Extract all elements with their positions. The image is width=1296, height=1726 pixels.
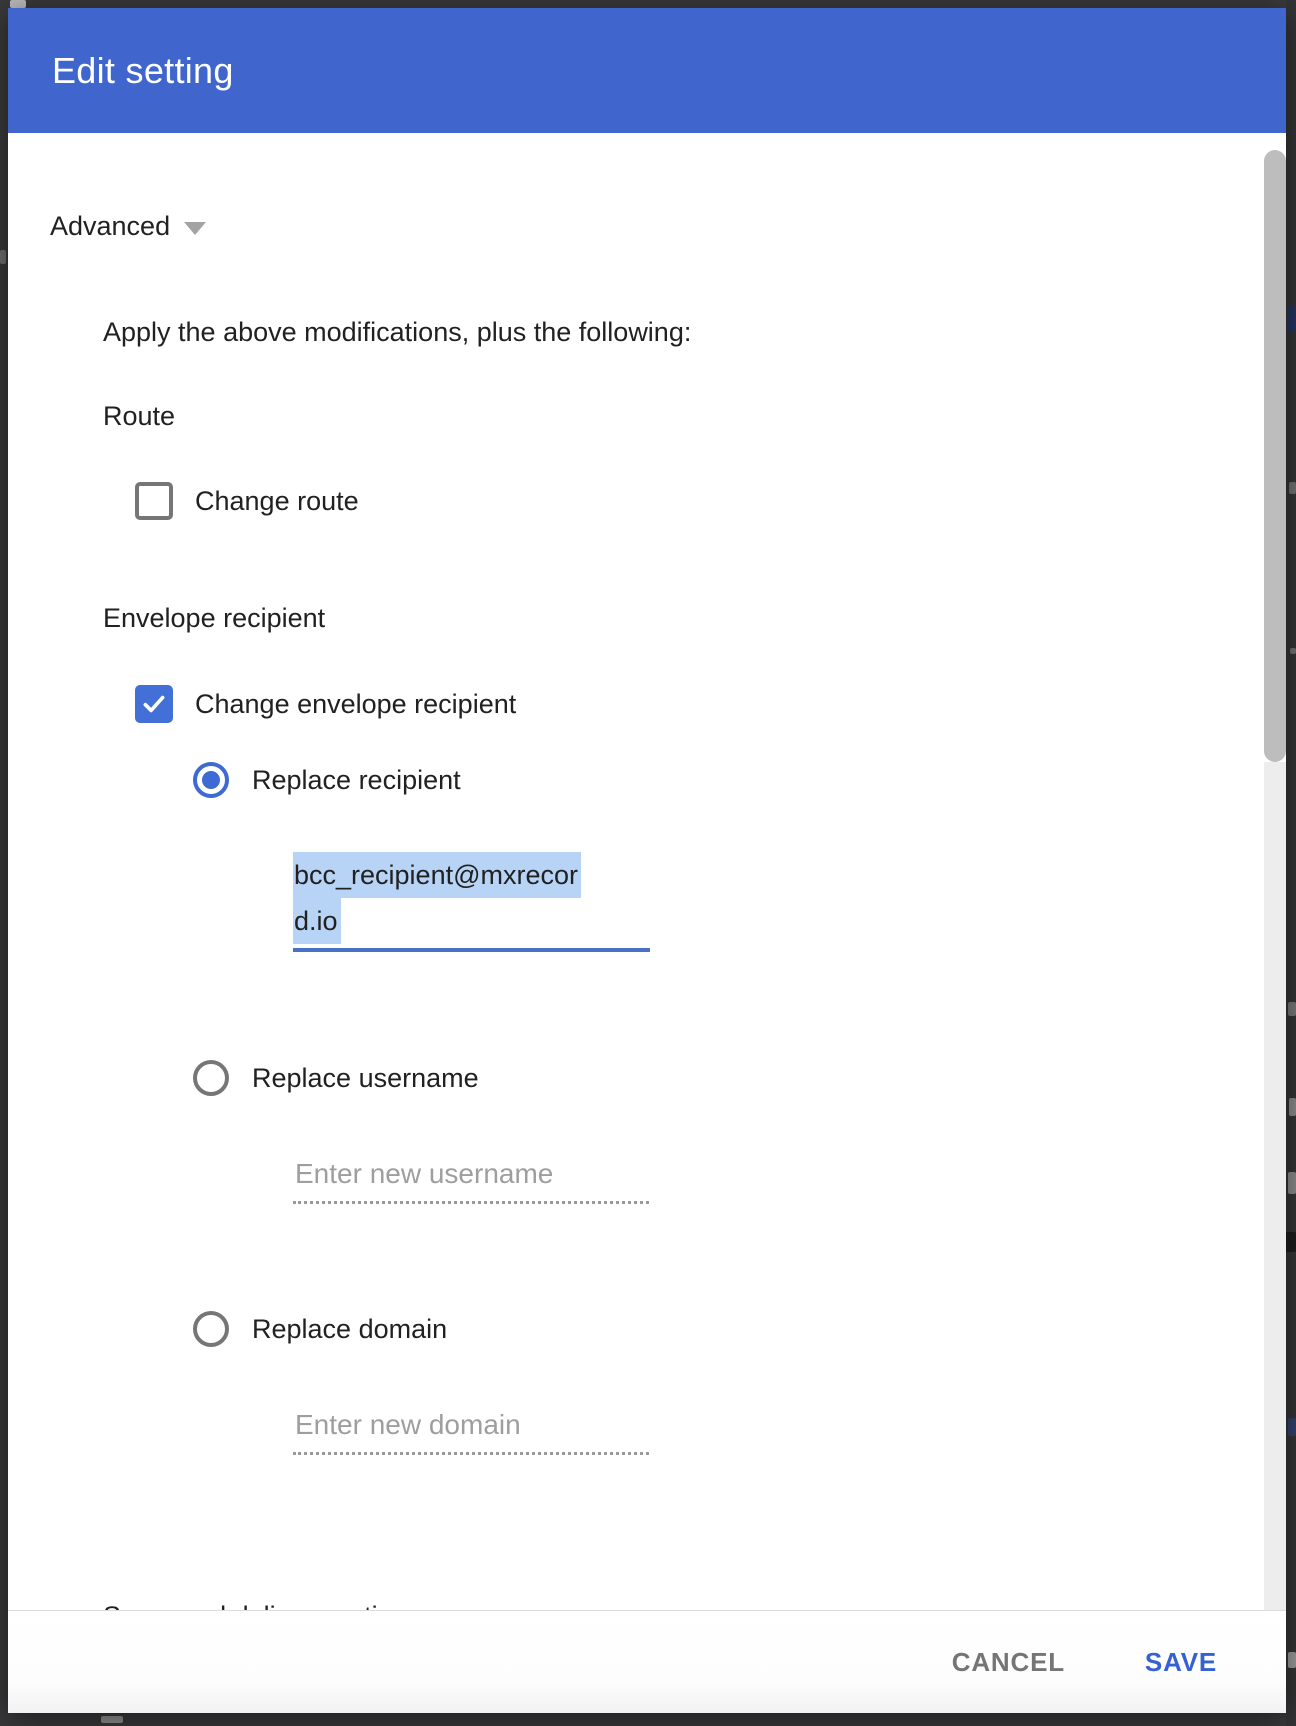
replace-recipient-row — [193, 762, 461, 798]
replace-username-row — [193, 1060, 479, 1096]
change-envelope-label[interactable]: Change envelope recipient — [195, 689, 517, 719]
recipient-value-line-2: d.io — [293, 898, 341, 944]
recipient-field-underline — [293, 948, 650, 952]
dialog-title: Edit setting — [52, 49, 234, 91]
cancel-button[interactable]: CANCEL — [944, 1637, 1073, 1688]
check-icon — [140, 690, 168, 718]
advanced-dropdown[interactable] — [50, 210, 206, 242]
change-route-row — [135, 482, 359, 520]
scrollbar-thumb[interactable] — [1264, 150, 1286, 762]
background-page-strip — [1286, 0, 1296, 1726]
dialog-footer — [8, 1610, 1286, 1713]
route-section-header: Route — [103, 401, 176, 431]
apply-note: Apply the above modifications, plus the following: — [103, 317, 692, 347]
replace-domain-radio[interactable] — [193, 1311, 229, 1347]
advanced-label[interactable]: Advanced — [50, 211, 171, 241]
domain-input-underline — [293, 1452, 649, 1455]
scrollbar-track[interactable] — [1264, 762, 1286, 1610]
replace-domain-label[interactable]: Replace domain — [252, 1314, 448, 1344]
change-envelope-row — [135, 685, 516, 723]
change-envelope-checkbox[interactable] — [135, 685, 173, 723]
replace-username-radio[interactable] — [193, 1060, 229, 1096]
replace-domain-row — [193, 1311, 447, 1347]
change-route-label[interactable]: Change route — [195, 486, 359, 516]
dialog-scroll-area[interactable] — [8, 8, 1286, 1610]
username-input-underline — [293, 1201, 649, 1204]
edit-setting-dialog — [8, 8, 1286, 1713]
recipient-value-line-1: bcc_recipient@mxrecor — [293, 852, 581, 898]
envelope-section-header: Envelope recipient — [103, 603, 326, 633]
new-username-input[interactable] — [293, 1158, 652, 1190]
new-domain-input[interactable] — [293, 1409, 652, 1441]
dialog-header — [8, 8, 1286, 133]
save-button[interactable]: SAVE — [1137, 1637, 1225, 1688]
replace-username-label[interactable]: Replace username — [252, 1063, 479, 1093]
replace-recipient-radio[interactable] — [193, 762, 229, 798]
replace-recipient-label[interactable]: Replace recipient — [252, 765, 461, 795]
triangle-down-icon — [184, 222, 206, 235]
change-route-checkbox[interactable] — [135, 482, 173, 520]
